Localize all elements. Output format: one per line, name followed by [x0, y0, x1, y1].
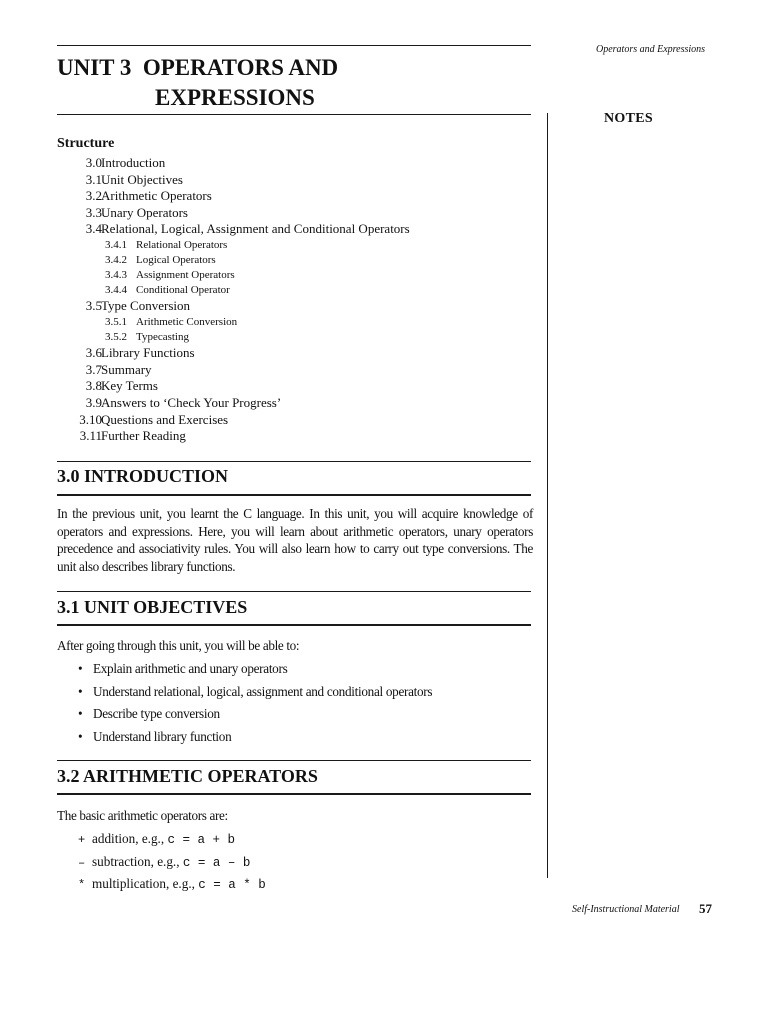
- toc-item-number: 3.4.1: [105, 238, 127, 251]
- footer-label: Self-Instructional Material: [572, 904, 680, 915]
- bullet-icon: •: [78, 728, 83, 744]
- toc-item-number: 3.2: [85, 188, 102, 204]
- objectives-heading: 3.1 UNIT OBJECTIVES: [57, 597, 248, 617]
- operator-text: multiplication, e.g.,: [92, 876, 195, 891]
- toc-item-number: 3.4.2: [105, 254, 127, 267]
- toc-item: [57, 221, 527, 238]
- toc-item-label: Answers to ‘Check Your Progress’: [101, 394, 282, 410]
- bullet-text: Understand library function: [93, 728, 232, 744]
- table-of-contents: [57, 155, 527, 445]
- toc-item-label: Library Functions: [101, 345, 195, 361]
- operator-symbol: –: [78, 855, 86, 870]
- toc-item-label: Relational Operators: [136, 238, 228, 251]
- operator-code: c = a + b: [167, 833, 235, 847]
- bullet-text: Understand relational, logical, assignment and conditional operators: [93, 683, 433, 699]
- toc-item-number: 3.9: [85, 394, 102, 410]
- intro-top-rule: [57, 461, 531, 462]
- toc-item-number: 3.7: [85, 361, 102, 377]
- toc-item: [57, 155, 527, 172]
- toc-item-label: Introduction: [101, 155, 166, 170]
- toc-item: [57, 395, 527, 412]
- operator-symbol: +: [78, 833, 86, 847]
- list-item: [78, 726, 432, 749]
- toc-item: [57, 188, 527, 205]
- toc-item-label: Unary Operators: [101, 204, 188, 220]
- toc-item-number: 3.11: [79, 428, 102, 444]
- objectives-bottom-rule: [57, 624, 531, 626]
- operator-symbol: *: [78, 878, 86, 892]
- toc-item-number: 3.10: [79, 411, 102, 427]
- toc-item-number: 3.4.3: [105, 269, 127, 282]
- toc-item: [57, 205, 527, 222]
- toc-item: [57, 253, 527, 268]
- objectives-lead: After going through this unit, you will be able to:: [57, 638, 300, 653]
- toc-item: [57, 330, 527, 345]
- unit-title-line1: UNIT 3 OPERATORS AND: [57, 55, 339, 80]
- bullet-icon: •: [78, 706, 83, 721]
- intro-bottom-rule: [57, 494, 531, 496]
- toc-item-number: 3.3: [85, 204, 102, 220]
- operator-code: c = a – b: [182, 855, 251, 870]
- list-item: [78, 658, 432, 681]
- notes-label: NOTES: [604, 111, 653, 126]
- toc-item: [57, 345, 527, 362]
- objectives-list: [78, 658, 432, 748]
- toc-item: [57, 172, 527, 189]
- toc-item-label: Arithmetic Operators: [101, 188, 212, 204]
- toc-item-number: 3.4.4: [105, 284, 127, 297]
- page-number: 57: [699, 901, 712, 916]
- title-top-rule: [57, 45, 531, 46]
- toc-item-number: 3.1: [85, 171, 102, 187]
- list-item: [78, 681, 432, 704]
- toc-item: [57, 268, 527, 283]
- toc-item-number: 3.4: [85, 221, 102, 237]
- operator-code: c = a * b: [198, 878, 266, 892]
- toc-item-label: Unit Objectives: [101, 171, 183, 187]
- toc-item-label: Further Reading: [101, 428, 186, 444]
- arithmetic-bottom-rule: [57, 793, 531, 795]
- toc-item: [57, 283, 527, 298]
- unit-title-line2: EXPRESSIONS: [155, 85, 315, 110]
- toc-item: [57, 298, 527, 315]
- operator-text: addition, e.g.,: [92, 831, 165, 846]
- toc-item: [57, 428, 527, 445]
- operator-text: subtraction, e.g.,: [92, 853, 180, 869]
- toc-item-label: Key Terms: [101, 378, 158, 394]
- toc-item: [57, 378, 527, 395]
- toc-item-number: 3.8: [85, 378, 102, 394]
- toc-item-label: Relational, Logical, Assignment and Conditional Operators: [101, 221, 410, 237]
- arithmetic-top-rule: [57, 760, 531, 761]
- toc-item-label: Logical Operators: [136, 254, 216, 267]
- bullet-text: Explain arithmetic and unary operators: [93, 661, 288, 676]
- toc-item: [57, 362, 527, 379]
- intro-heading: 3.0 INTRODUCTION: [57, 466, 229, 486]
- toc-item: [57, 412, 527, 429]
- intro-paragraph: In the previous unit, you learnt the C language. In this unit, you will acquire knowledge of operators and expressions. Here, you will learn about arithmetic operators, unary operators precedence and associativity rules. You will also learn how to carry out type conversions. The unit also describes library functions.: [57, 506, 533, 574]
- margin-divider: [547, 113, 548, 878]
- toc-item-number: 3.5.1: [105, 315, 127, 328]
- toc-item-number: 3.0: [85, 155, 102, 170]
- bullet-icon: •: [78, 683, 83, 699]
- toc-item-number: 3.5: [85, 298, 102, 314]
- arithmetic-heading: 3.2 ARITHMETIC OPERATORS: [57, 766, 318, 786]
- toc-item-label: Conditional Operator: [136, 284, 230, 297]
- structure-heading: Structure: [57, 136, 115, 151]
- toc-item-label: Type Conversion: [101, 298, 190, 314]
- arithmetic-lead: The basic arithmetic operators are:: [57, 808, 228, 823]
- bullet-icon: •: [78, 661, 83, 676]
- toc-item-label: Questions and Exercises: [101, 411, 229, 427]
- title-bottom-rule: [57, 114, 531, 115]
- toc-item-number: 3.5.2: [105, 331, 127, 344]
- running-header: Operators and Expressions: [596, 44, 706, 55]
- list-item: [78, 851, 266, 874]
- list-item: [78, 828, 266, 851]
- toc-item-label: Assignment Operators: [136, 269, 235, 282]
- bullet-text: Describe type conversion: [93, 706, 220, 721]
- toc-item: [57, 315, 527, 330]
- toc-item-label: Summary: [101, 361, 152, 377]
- operator-list: [78, 828, 266, 896]
- objectives-top-rule: [57, 591, 531, 592]
- unit-title: [57, 53, 338, 113]
- toc-item: [57, 238, 527, 253]
- toc-item-number: 3.6: [85, 345, 102, 361]
- list-item: [78, 703, 432, 726]
- list-item: [78, 873, 266, 896]
- toc-item-label: Arithmetic Conversion: [136, 315, 238, 328]
- toc-item-label: Typecasting: [136, 331, 189, 344]
